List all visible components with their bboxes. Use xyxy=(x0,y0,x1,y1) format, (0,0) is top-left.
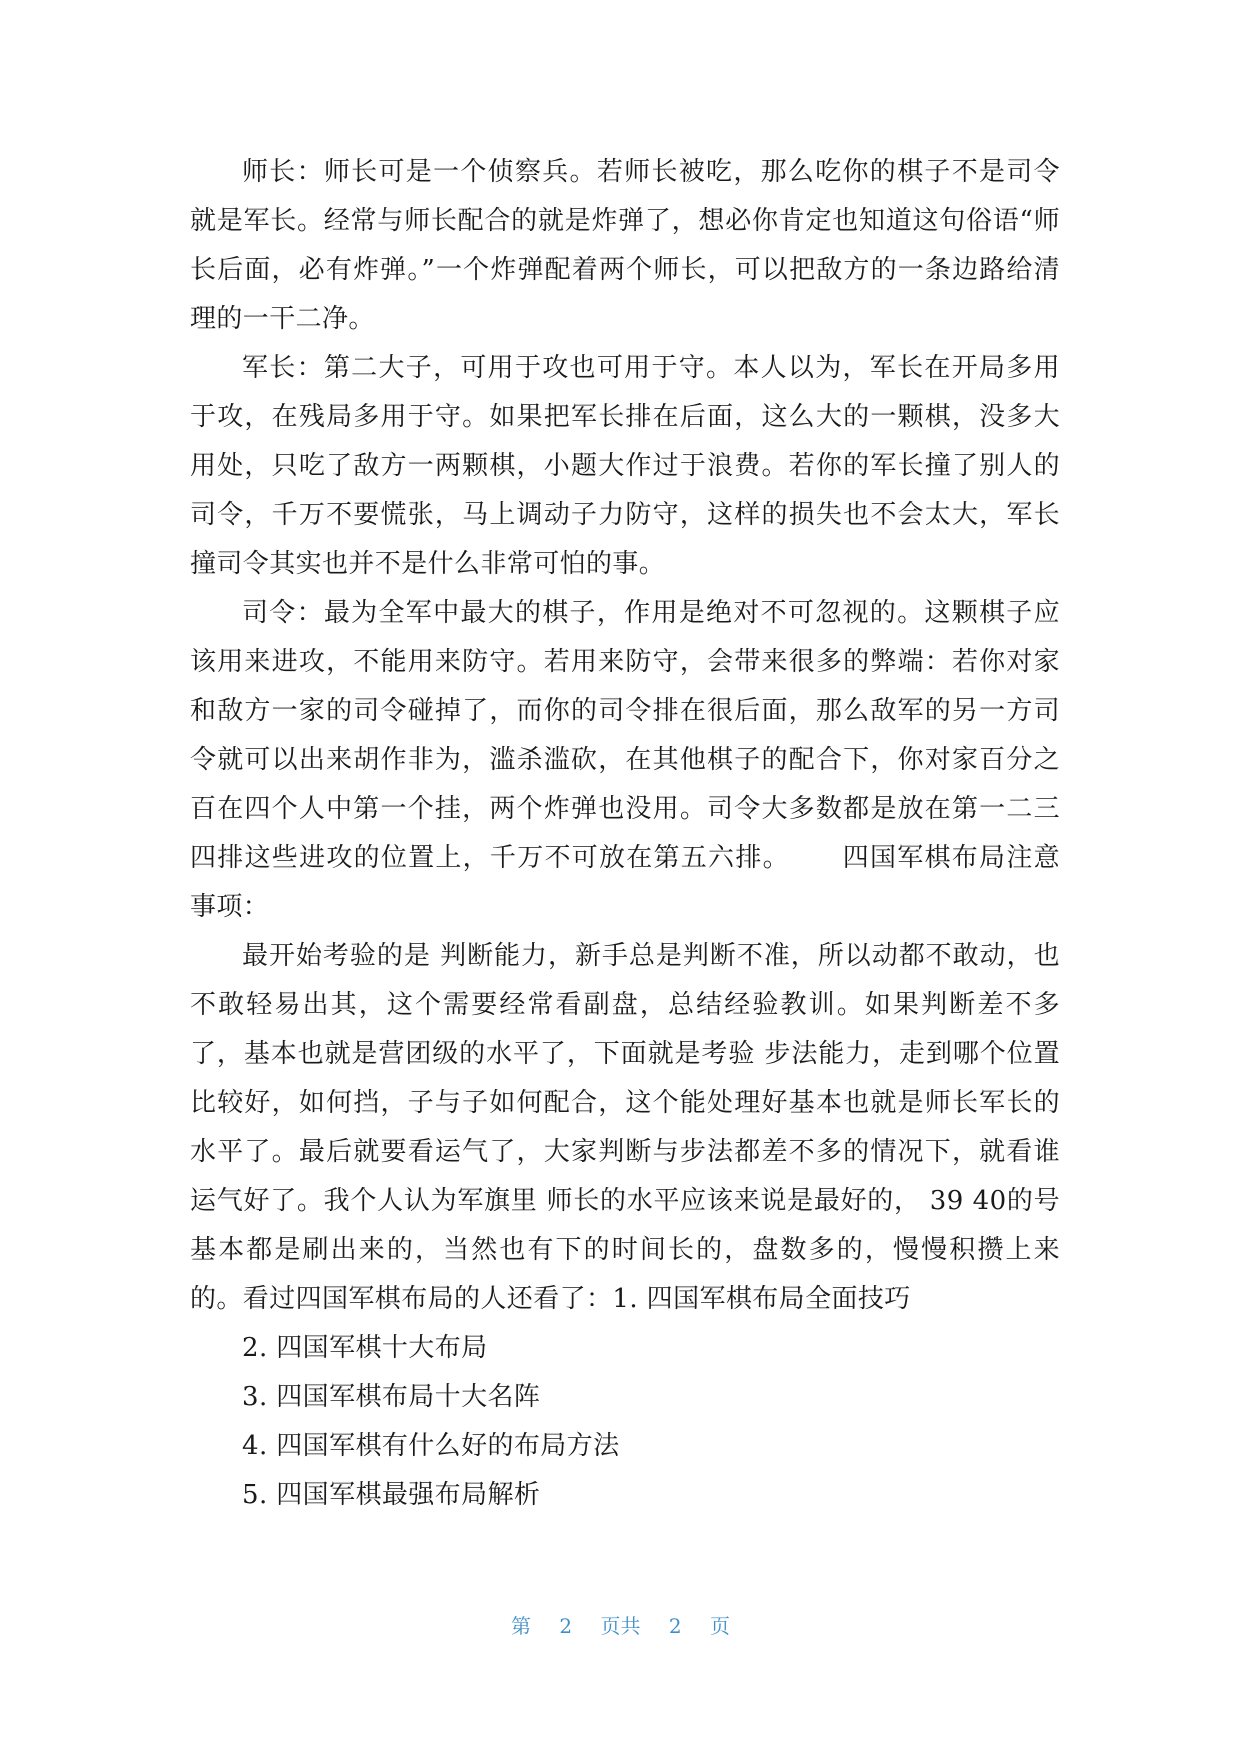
footer-prefix: 第 xyxy=(511,1614,532,1638)
paragraph-siling-text: 司令：最为全军中最大的棋子，作用是绝对不可忽视的。这颗棋子应该用来进攻，不能用来防守。若用来防守，会带来很多的弊端：若你对家和敌方一家的司令碰掉了，而你的司令排在很后面，那么敌军的另一方司令就可以出来胡作非为，滥杀滥砍，在其他棋子的配合下，你对家百分之百在四个人中第一个挂，两个炸弹也没用。司令大多数都是放在第一二三四排这些进攻的位置上，千万不可放在第五六排。 xyxy=(190,598,1060,873)
footer-middle: 页共 xyxy=(600,1614,641,1638)
document-body xyxy=(190,148,1060,1520)
related-articles-list xyxy=(190,1324,1060,1520)
paragraph-notes: 最开始考验的是 判断能力，新手总是判断不准，所以动都不敢动，也不敢轻易出其，这个需要经常看副盘，总结经验教训。如果判断差不多了，基本也就是营团级的水平了，下面就是考验 步法能力，走到哪个位置比较好，如何挡，子与子如何配合，这个能处理好基本也就是师长军长的水平了。最后就要看运气了，大家判断与步法都差不多的情况下，就看谁运气好了。我个人认为军旗里 师长的水平应该来说是最好的， 39 40的号基本都是刷出来的，当然也有下的时间长的，盘数多的，慢慢积攒上来的。看过四国军棋布局的人还看了：1. 四国军棋布局全面技巧 xyxy=(190,941,1060,1314)
section-heading: 四国军棋布局注意事项： xyxy=(190,843,1060,922)
paragraph-junzhang: 军长：第二大子，可用于攻也可用于守。本人以为，军长在开局多用于攻，在残局多用于守。如果把军长排在后面，这么大的一颗棋，没多大用处，只吃了敌方一两颗棋，小题大作过于浪费。若你的军长撞了别人的司令，千万不要慌张，马上调动子力防守，这样的损失也不会太大，军长撞司令其实也并不是什么非常可怕的事。 xyxy=(190,353,1060,579)
footer-suffix: 页 xyxy=(709,1614,730,1638)
paragraph-siling xyxy=(190,589,1060,932)
related-article-item: 5. 四国军棋最强布局解析 xyxy=(242,1480,541,1510)
footer-total-pages: 2 xyxy=(668,1614,682,1638)
footer-current-page: 2 xyxy=(559,1614,573,1638)
related-article-item: 2. 四国军棋十大布局 xyxy=(242,1333,488,1363)
related-article-item: 3. 四国军棋布局十大名阵 xyxy=(242,1382,541,1412)
related-article-item: 4. 四国军棋有什么好的布局方法 xyxy=(242,1431,620,1461)
paragraph-shizhang: 师长：师长可是一个侦察兵。若师长被吃，那么吃你的棋子不是司令就是军长。经常与师长配合的就是炸弹了，想必你肯定也知道这句俗语“师长后面，必有炸弹。”一个炸弹配着两个师长，可以把敌方的一条边路给清理的一干二净。 xyxy=(190,157,1060,334)
page-footer xyxy=(0,1610,1241,1639)
